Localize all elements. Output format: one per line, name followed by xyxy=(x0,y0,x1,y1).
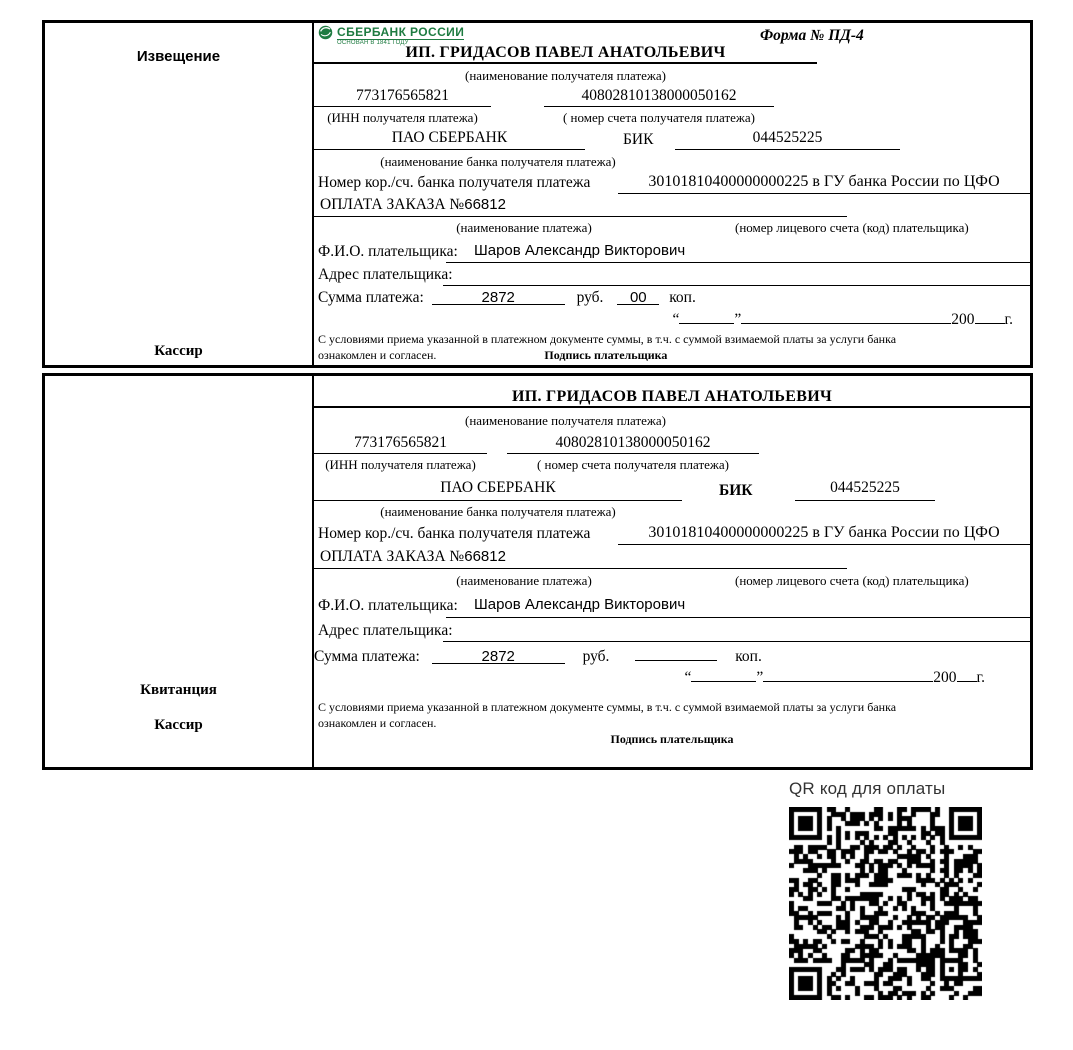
kop-label: коп. xyxy=(669,289,696,306)
inn-hint: (ИНН получателя платежа) xyxy=(325,457,476,472)
form-number-title: Форма № ПД-4 xyxy=(760,27,864,44)
year-prefix: 200 xyxy=(951,311,975,328)
agreement-text xyxy=(318,700,998,731)
agreement-line1: С условиями приема указанной в платежном документе суммы, в т.ч. с суммой взимаемой платы за услуги банка xyxy=(318,332,897,346)
quote-open: “ xyxy=(672,311,680,328)
agreement-line1: С условиями приема указанной в платежном документе суммы, в т.ч. с суммой взимаемой платы за услуги банка xyxy=(318,700,897,714)
agreement-text xyxy=(318,332,998,363)
receipt-title: Квитанция xyxy=(140,682,217,698)
amount-label: Сумма платежа: xyxy=(318,289,424,306)
purpose-hint: (наименование платежа) xyxy=(456,573,592,588)
year-suffix: г. xyxy=(976,669,985,686)
date-year-blank xyxy=(957,666,977,682)
purpose-hint: (наименование платежа) xyxy=(456,220,592,235)
year-prefix: 200 xyxy=(933,669,957,686)
agreement-line2: ознакомлен и согласен. xyxy=(318,347,437,362)
payment-qr-code xyxy=(789,807,982,1000)
order-number: 66812 xyxy=(464,196,506,213)
qr-payment-label: QR код для оплаты xyxy=(789,779,946,798)
payment-purpose-row xyxy=(314,548,847,569)
payer-signature-label: Подпись плательщика xyxy=(544,347,668,362)
date-day-blank xyxy=(679,308,734,324)
quote-close: ” xyxy=(734,311,742,328)
rub-label: руб. xyxy=(582,648,610,665)
payer-fio-value: Шаров Александр Викторович xyxy=(446,596,1030,618)
receipt-cashier-label: Кассир xyxy=(154,717,203,733)
inn-value: 773176565821 xyxy=(314,434,487,454)
payment-purpose-label: ОПЛАТА ЗАКАЗА № xyxy=(320,196,465,213)
recipient-name: ИП. ГРИДАСОВ ПАВЕЛ АНАТОЛЬЕВИЧ xyxy=(314,44,817,64)
bik-value: 044525225 xyxy=(675,129,900,150)
payer-address-label: Адрес плательщика: xyxy=(318,266,453,283)
payer-code-hint: (номер лицевого счета (код) плательщика) xyxy=(735,220,969,235)
recipient-hint: (наименование получателя платежа) xyxy=(465,68,666,83)
recipient-name: ИП. ГРИДАСОВ ПАВЕЛ АНАТОЛЬЕВИЧ xyxy=(314,388,1030,408)
amount-row xyxy=(318,289,696,307)
bank-name-hint: (наименование банка получателя платежа) xyxy=(380,504,616,519)
account-value: 40802810138000050162 xyxy=(507,434,759,454)
inn-value: 773176565821 xyxy=(314,87,491,107)
payer-fio-value: Шаров Александр Викторович xyxy=(446,242,1030,263)
amount-rub-value: 2872 xyxy=(432,289,565,305)
payer-code-hint: (номер лицевого счета (код) плательщика) xyxy=(735,573,969,588)
account-value: 40802810138000050162 xyxy=(544,87,774,107)
date-row xyxy=(314,308,1030,329)
payer-address-label: Адрес плательщика: xyxy=(318,622,453,639)
year-suffix: г. xyxy=(1004,311,1013,328)
amount-label: Сумма платежа: xyxy=(314,648,420,665)
corr-account-value: 30101810400000000225 в ГУ банка России по ЦФО xyxy=(618,173,1030,194)
amount-rub-value: 2872 xyxy=(432,648,565,664)
corr-account-label: Номер кор./сч. банка получателя платежа xyxy=(318,525,591,542)
inn-hint: (ИНН получателя платежа) xyxy=(327,110,478,125)
date-month-blank xyxy=(741,308,951,324)
notice-section xyxy=(42,20,1033,368)
account-hint: ( номер счета получателя платежа) xyxy=(536,457,730,472)
payer-address-value xyxy=(443,265,1030,286)
recipient-hint: (наименование получателя платежа) xyxy=(465,413,666,428)
sberbank-logo-name: СБЕРБАНК РОССИИ xyxy=(337,25,465,39)
bank-name-value: ПАО СБЕРБАНК xyxy=(314,129,585,150)
date-row xyxy=(314,666,1030,687)
quote-close: ” xyxy=(756,669,764,686)
bik-label: БИК xyxy=(719,482,753,499)
date-day-blank xyxy=(691,666,756,682)
bik-value: 044525225 xyxy=(795,479,935,501)
quote-open: “ xyxy=(684,669,692,686)
amount-kop-value: 00 xyxy=(617,289,659,305)
date-year-blank xyxy=(975,308,1005,324)
rub-label: руб. xyxy=(576,289,604,306)
payer-fio-label: Ф.И.О. плательщика: xyxy=(318,597,458,614)
bank-name-value: ПАО СБЕРБАНК xyxy=(314,479,682,501)
payer-signature-label: Подпись плательщика xyxy=(610,732,734,746)
sberbank-logo-icon xyxy=(318,25,333,40)
payer-address-value xyxy=(443,621,1030,642)
corr-account-value: 30101810400000000225 в ГУ банка России по ЦФО xyxy=(618,524,1030,545)
account-hint: ( номер счета получателя платежа) xyxy=(562,110,756,125)
payer-fio-label: Ф.И.О. плательщика: xyxy=(318,243,458,260)
amount-row xyxy=(314,645,762,666)
bik-label: БИК xyxy=(623,131,654,148)
payment-purpose-label: ОПЛАТА ЗАКАЗА № xyxy=(320,548,465,565)
receipt-section xyxy=(42,373,1033,770)
corr-account-label: Номер кор./сч. банка получателя платежа xyxy=(318,174,591,191)
notice-cashier-label: Кассир xyxy=(154,343,203,359)
sberbank-logo-tagline: ОСНОВАН В 1841 ГОДУ xyxy=(337,40,409,46)
amount-kop-blank xyxy=(635,645,717,661)
payment-purpose-row xyxy=(314,196,847,217)
order-number: 66812 xyxy=(464,548,506,565)
date-month-blank xyxy=(763,666,933,682)
agreement-line2: ознакомлен и согласен. xyxy=(318,715,437,730)
bank-name-hint: (наименование банка получателя платежа) xyxy=(380,154,616,169)
notice-title: Извещение xyxy=(136,48,221,65)
kop-label: коп. xyxy=(735,648,762,665)
